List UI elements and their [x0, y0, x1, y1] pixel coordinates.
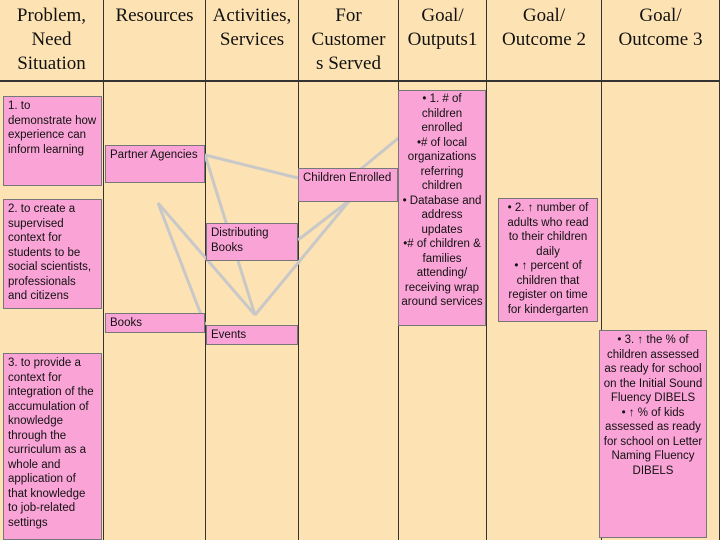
- outcome2-box: • 2. ↑ number of adults who read to their children daily • ↑ percent of children that register on time for kindergarten: [498, 198, 598, 322]
- problem-box-3: 3. to provide a context for integration of the accumulation of knowledge through the curriculum as a whole and application of that knowledge to job-related settings: [3, 353, 102, 540]
- header-outcome2: Goal/ Outcome 2: [502, 5, 586, 50]
- resource-books: Books: [105, 313, 205, 333]
- connector-line: [205, 155, 298, 178]
- header-problem: Problem, Need Situation: [16, 5, 87, 74]
- header-activities: Activities, Services: [212, 5, 292, 50]
- connector-line: [158, 203, 205, 325]
- problem-box-2: 2. to create a supervised context for students to be social scientists, professionals and citizens: [3, 199, 102, 309]
- activity-events: Events: [206, 325, 298, 345]
- problem-box-1: 1. to demonstrate how experience can inform learning: [3, 96, 102, 186]
- header-customers: For Customer s Served: [311, 5, 386, 74]
- outputs1-box: • 1. # of children enrolled •# of local organizations referring children • Database and address updates •# of children & families attending/ receiving wrap around services: [398, 90, 486, 326]
- header-outcome3: Goal/ Outcome 3: [618, 5, 703, 50]
- header-resources: Resources: [115, 5, 194, 26]
- outcome3-box: • 3. ↑ the % of children assessed as ready for school on the Initial Sound Fluency DIBELS • ↑ % of kids assessed as ready for school on Letter Naming Fluency DIBELS: [599, 330, 707, 538]
- activity-distributing-books: Distributing Books: [206, 223, 298, 261]
- header-outputs: Goal/ Outputs1: [407, 5, 478, 50]
- connector-line: [298, 200, 350, 240]
- resource-partner-agencies: Partner Agencies: [105, 145, 205, 183]
- customer-children-enrolled: Children Enrolled: [298, 168, 398, 202]
